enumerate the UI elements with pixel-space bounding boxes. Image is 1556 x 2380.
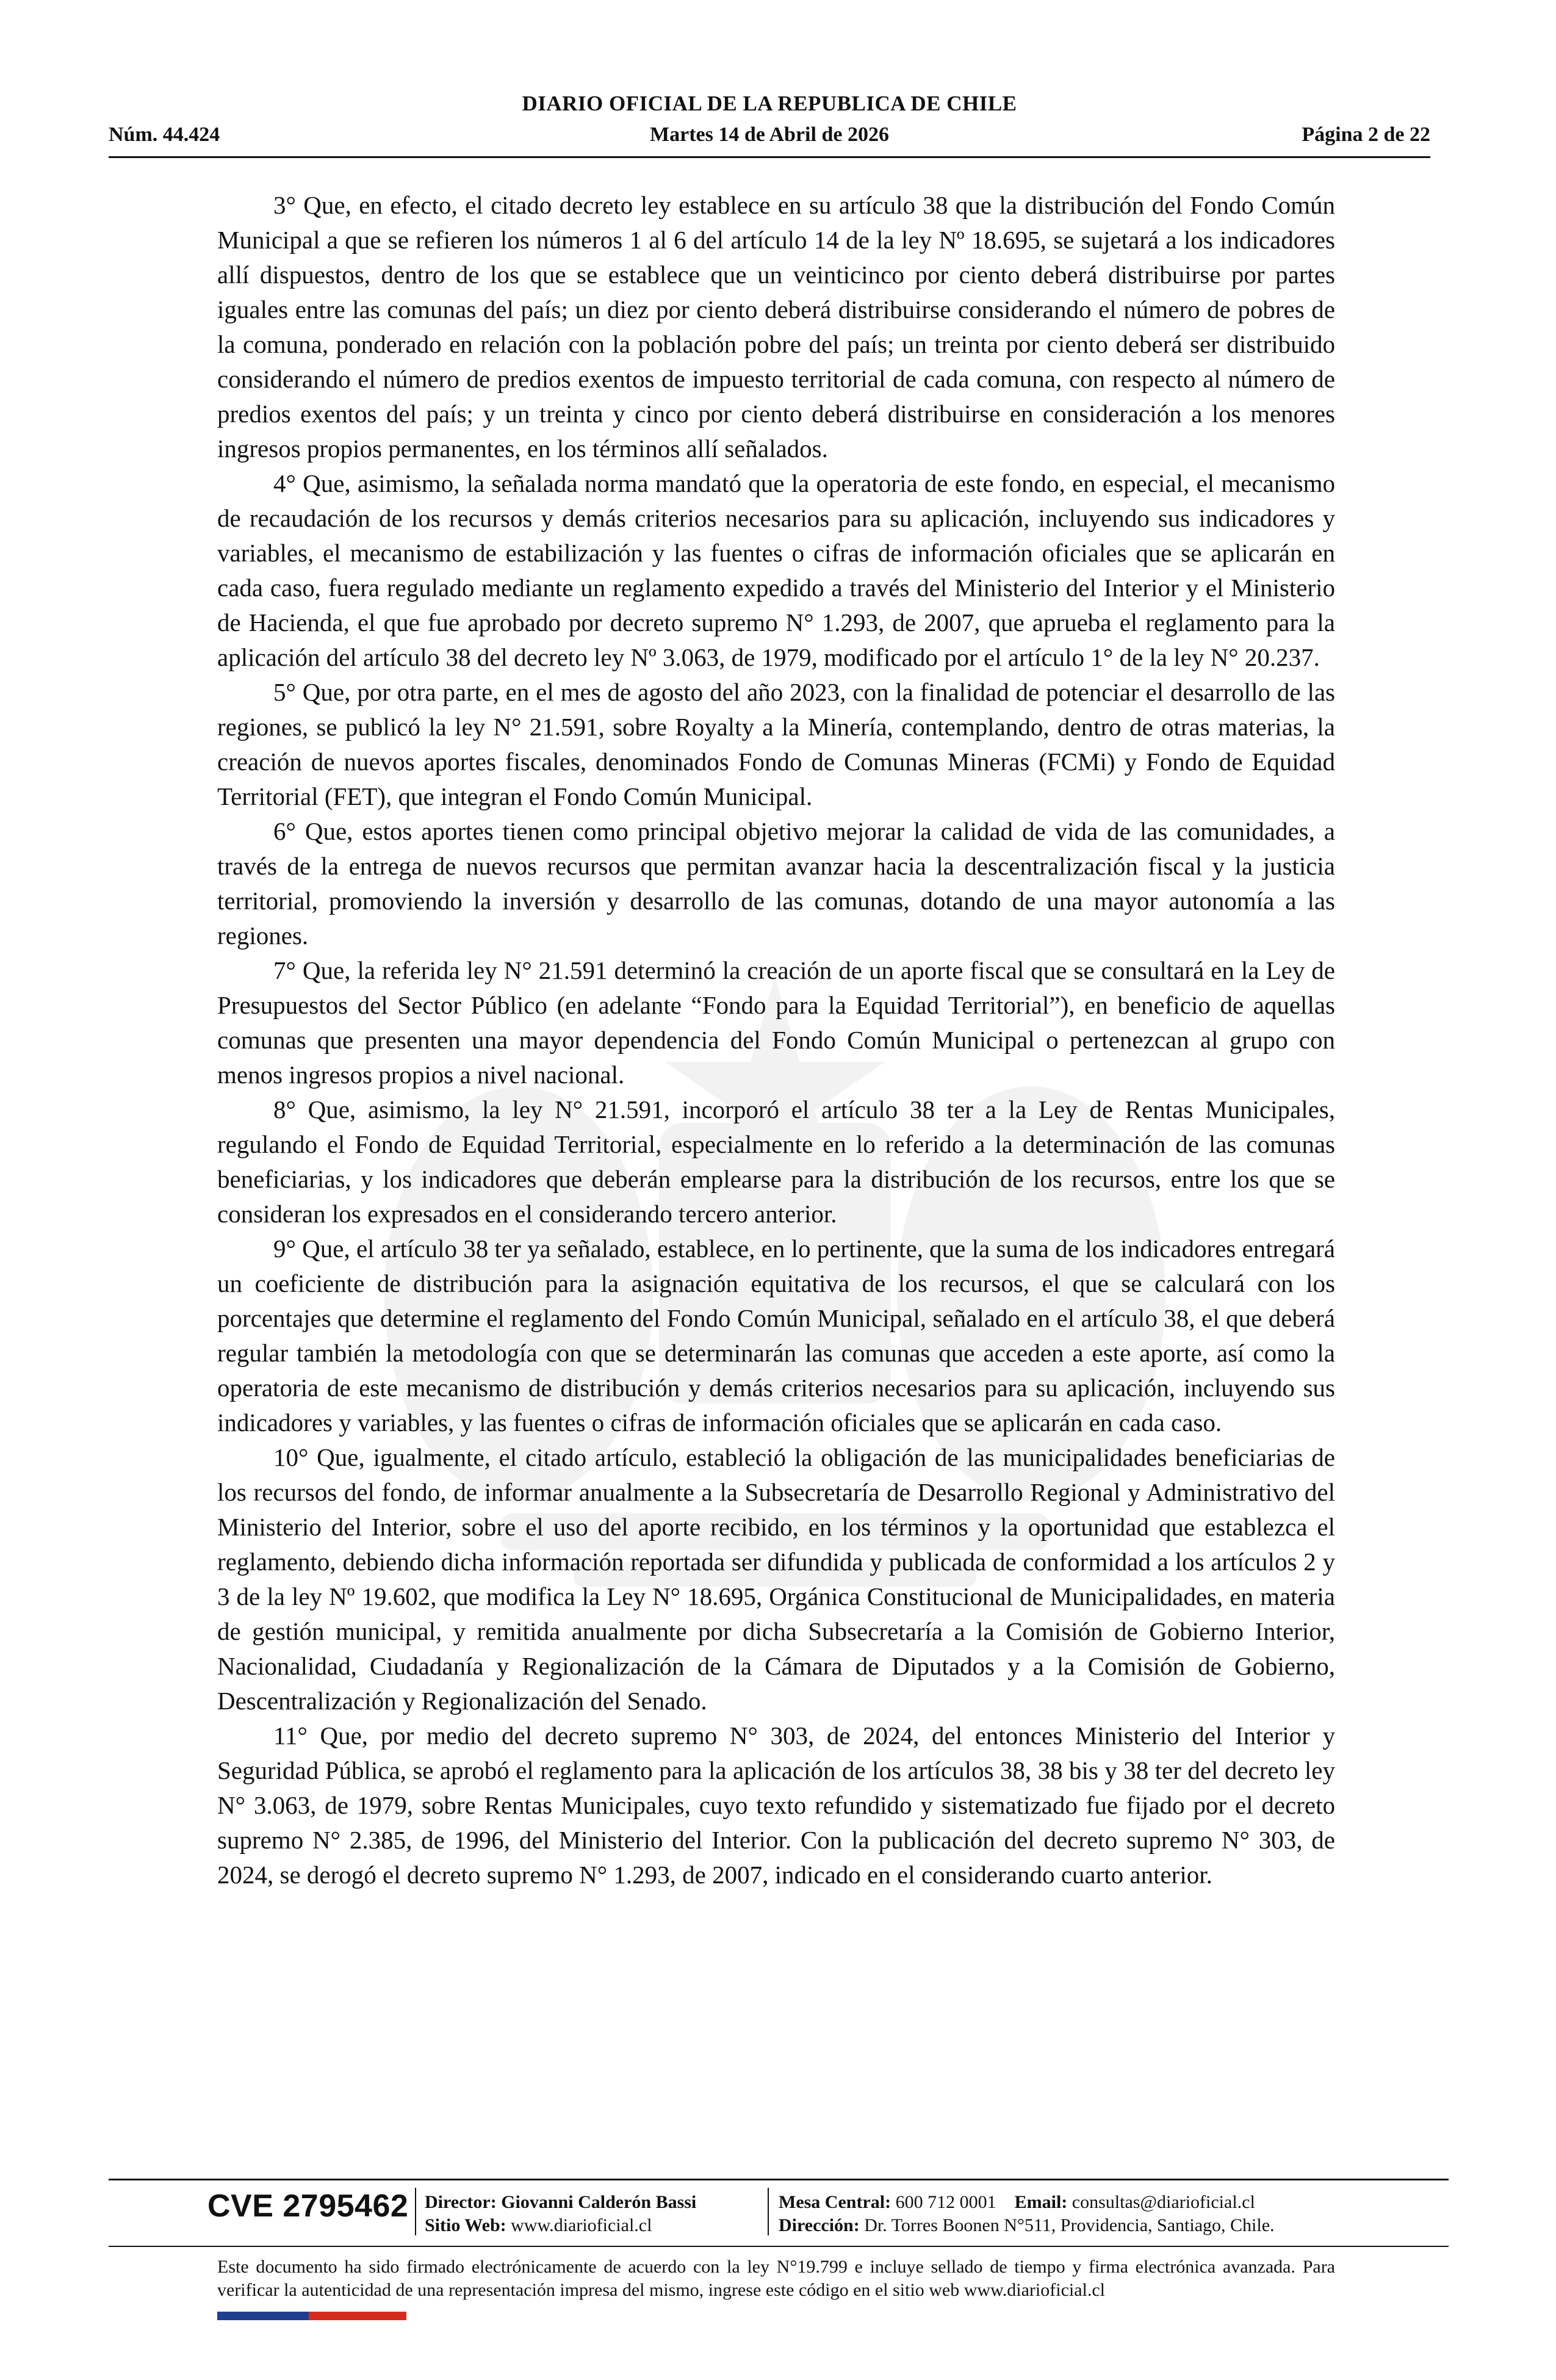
paragraph-4: 4° Que, asimismo, la señalada norma mandató que la operatoria de este fondo, en especial, el mecanismo de recaudación de los recursos y demás criterios necesarios para su aplicación, incluyendo sus indicadores y variables, el mecanismo de estabilización y las fuentes o cifras de información oficiales que se aplicarán en cada caso, fuera regulado mediante un reglamento expedido a través del Ministerio del Interior y el Ministerio de Hacienda, el que fue aprobado por decreto supremo N° 1.293, de 2007, que aprueba el reglamento para la aplicación del artículo 38 del decreto ley Nº 3.063, de 1979, modificado por el artículo 1° de la ley N° 20.237. (217, 469, 1335, 671)
email-link[interactable]: consultas@diarioficial.cl (1072, 2192, 1255, 2212)
paragraph-6: 6° Que, estos aportes tienen como principal objetivo mejorar la calidad de vida de las comunidades, a través de la entrega de nuevos recursos que permitan avanzar hacia la descentralización fiscal y la justicia territorial, promoviendo la inversión y desarrollo de las comunas, dotando de una mayor autonomía a las regiones. (217, 817, 1335, 950)
email-label: Email: (1014, 2192, 1068, 2212)
cve-code: CVE 2795462 (207, 2188, 409, 2224)
header-divider (109, 156, 1430, 158)
paragraph-7: 7° Que, la referida ley N° 21.591 determinó la creación de un aporte fiscal que se consultará en la Ley de Presupuestos del Sector Público (en adelante “Fondo para la Equidad Territorial”), en beneficio de aquellas comunas que presenten una mayor dependencia del Fondo Común Municipal o pertenezcan al grupo con menos ingresos propios a nivel nacional. (217, 956, 1335, 1089)
footer-contact-column (779, 2191, 1275, 2237)
paragraph-11: 11° Que, por medio del decreto supremo N° 303, de 2024, del entonces Ministerio del Interior y Seguridad Pública, se aprobó el reglamento para la aplicación de los artículos 38, 38 bis y 38 ter del decreto ley N° 3.063, de 1979, sobre Rentas Municipales, cuyo texto refundido y sistematizado fue fijado por el decreto supremo N° 2.385, de 1996, del Ministerio del Interior. Con la publicación del decreto supremo N° 303, de 2024, se derogó el decreto supremo N° 1.293, de 2007, indicado en el considerando cuarto anterior. (217, 1722, 1335, 1889)
page-number: Página 2 de 22 (1302, 123, 1430, 146)
director-name: Giovanni Calderón Bassi (501, 2192, 697, 2212)
paragraph-9: 9° Que, el artículo 38 ter ya señalado, establece, en lo pertinente, que la suma de los indicadores entregará un coeficiente de distribución para la asignación equitativa de los recursos, el que se calculará con los porcentajes que determine el reglamento del Fondo Común Municipal, señalado en el artículo 38, el que deberá regular también la metodología con que se determinarán las comunas que acceden a este aporte, así como la operatoria de este mecanismo de distribución y demás criterios necesarios para su aplicación, incluyendo sus indicadores y variables, y las fuentes o cifras de información oficiales que se aplicarán en cada caso. (217, 1235, 1335, 1437)
paragraph-5: 5° Que, por otra parte, en el mes de agosto del año 2023, con la finalidad de potenciar el desarrollo de las regiones, se publicó la ley N° 21.591, sobre Royalty a la Minería, contemplando, dentro de otras materias, la creación de nuevos aportes fiscales, denominados Fondo de Comunas Mineras (FCMi) y Fondo de Equidad Territorial (FET), que integran el Fondo Común Municipal. (217, 678, 1335, 810)
flag-stripe-blue (217, 2312, 309, 2320)
paragraph-10: 10° Que, igualmente, el citado artículo, estableció la obligación de las municipalidades beneficiarias de los recursos del fondo, de informar anualmente a la Subsecretaría de Desarrollo Regional y Administrativo del Ministerio del Interior, sobre el uso del aporte recibido, en los términos y la oportunidad que establezca el reglamento, debiendo dicha información reportada ser difundida y publicada de conformidad a los artículos 2 y 3 de la ley Nº 19.602, que modifica la Ley N° 18.695, Orgánica Constitucional de Municipalidades, en materia de gestión municipal, y remitida anualmente por dicha Subsecretaría a la Comisión de Gobierno Interior, Nacionalidad, Ciudadanía y Regionalización de la Cámara de Diputados y a la Comisión de Gobierno, Descentralización y Regionalización del Senado. (217, 1443, 1335, 1715)
director-label: Director: (425, 2192, 497, 2212)
footer-divider (109, 2179, 1449, 2180)
address-text: Dr. Torres Boonen N°511, Providencia, Santiago, Chile. (864, 2215, 1275, 2235)
page-header (109, 92, 1430, 156)
footer-separator (768, 2188, 769, 2235)
legal-notice: Este documento ha sido firmado electrónicamente de acuerdo con la ley N°19.799 e incluye sellado de tiempo y firma electrónica avanzada. Para verificar la autenticidad de una representación impresa del mismo, ingrese este código en el sitio web www.diarioficial.cl (217, 2257, 1335, 2300)
document-body (217, 188, 1335, 1892)
issue-number: Núm. 44.424 (109, 123, 220, 146)
issue-date: Martes 14 de Abril de 2026 (650, 123, 889, 146)
address-label: Dirección: (779, 2215, 860, 2235)
flag-stripe-red (309, 2312, 406, 2320)
paragraph-3: 3° Que, en efecto, el citado decreto ley establece en su artículo 38 que la distribución del Fondo Común Municipal a que se refieren los números 1 al 6 del artículo 14 de la ley Nº 18.695, se sujetará a los indicadores allí dispuestos, dentro de los que se establece que un veinticinco por ciento deberá distribuirse por partes iguales entre las comunas del país; un diez por ciento deberá distribuirse considerando el número de pobres de la comuna, ponderado en relación con la población pobre del país; un treinta por ciento deberá ser distribuido considerando el número de predios exentos de impuesto territorial de cada comuna, con respecto al número de predios exentos del país; y un treinta y cinco por ciento deberá distribuirse en consideración a los menores ingresos propios permanentes, en los términos allí señalados. (217, 191, 1335, 463)
phone-number: 600 712 0001 (895, 2192, 996, 2212)
website-label: Sitio Web: (425, 2215, 506, 2235)
footer-separator (415, 2188, 416, 2235)
gazette-title: DIARIO OFICIAL DE LA REPUBLICA DE CHILE (522, 92, 1017, 115)
website-link[interactable]: www.diarioficial.cl (511, 2215, 652, 2235)
footer-director-column (425, 2191, 696, 2237)
footer-divider-lower (109, 2246, 1449, 2247)
phone-label: Mesa Central: (779, 2192, 891, 2212)
paragraph-8: 8° Que, asimismo, la ley N° 21.591, incorporó el artículo 38 ter a la Ley de Rentas Municipales, regulando el Fondo de Equidad Territorial, especialmente en lo referido a la determinación de las comunas beneficiarias, y los indicadores que deberán emplearse para la distribución de los recursos, entre los que se consideran los expresados en el considerando tercero anterior. (217, 1095, 1335, 1228)
